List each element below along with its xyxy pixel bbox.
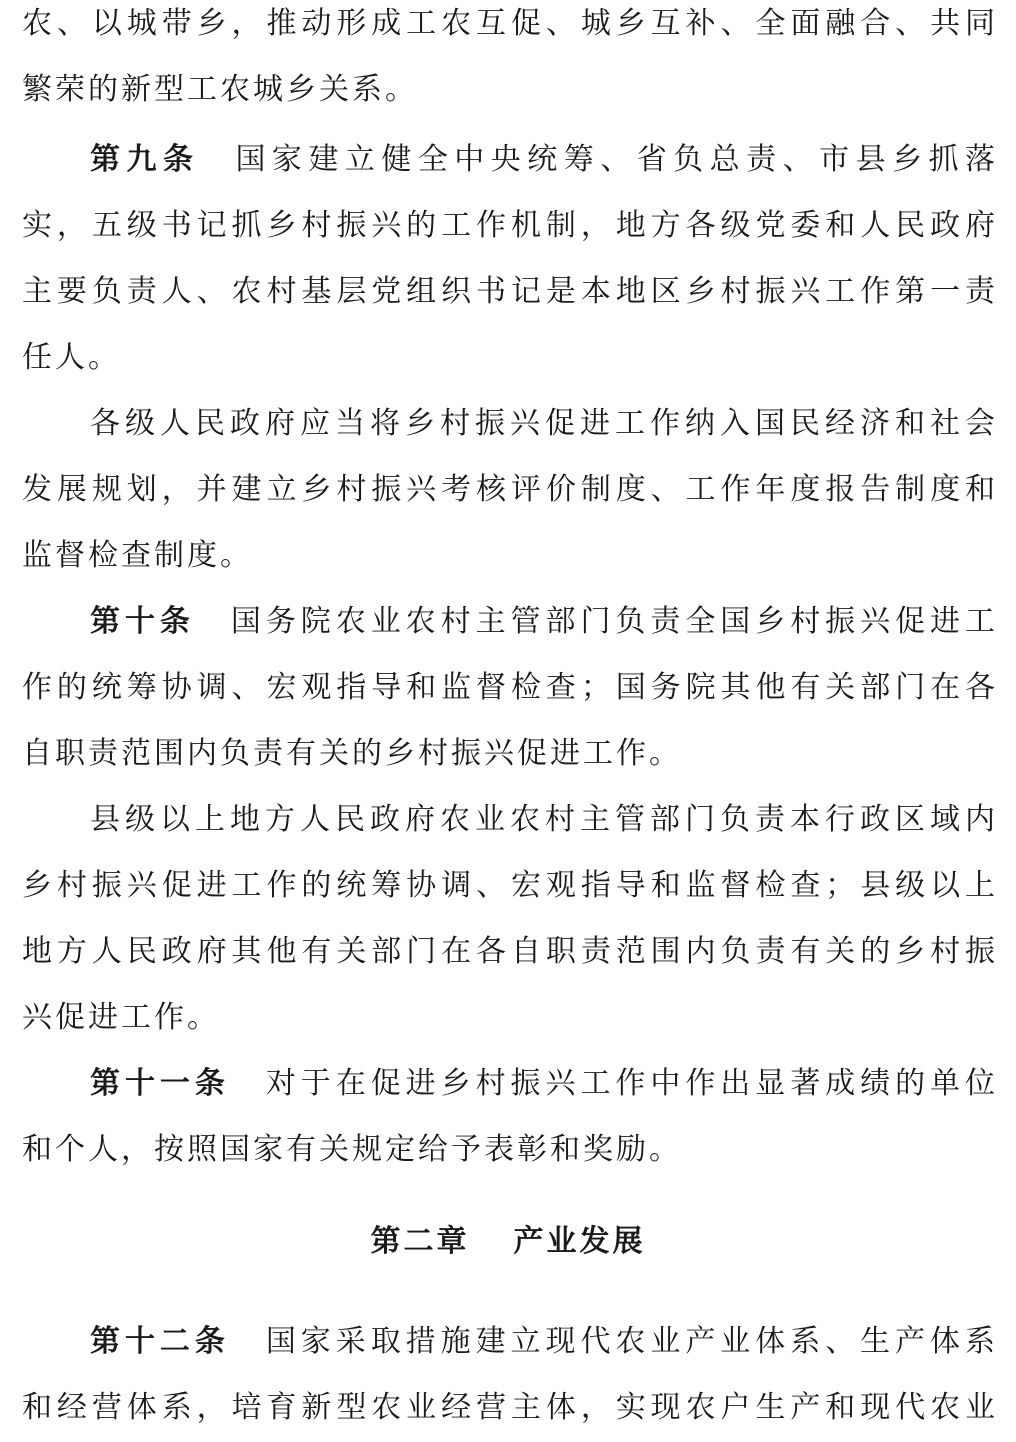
text-line: 作的统筹协调、宏观指导和监督检查；国务院其他有关部门在各	[22, 670, 998, 705]
article-9-text: 国家建立健全中央统筹、省负总责、市县乡抓落	[235, 142, 998, 177]
text-line: 任人。	[22, 340, 121, 375]
text-line: 主要负责人、农村基层党组织书记是本地区乡村振兴工作第一责	[22, 274, 998, 309]
text-line: 乡村振兴促进工作的统筹协调、宏观指导和监督检查；县级以上	[22, 868, 998, 903]
chapter-number: 第二章	[370, 1224, 470, 1259]
text-line: 实，五级书记抓乡村振兴的工作机制，地方各级党委和人民政府	[22, 208, 998, 243]
article-9-heading: 第九条	[90, 142, 200, 177]
text-line: 各级人民政府应当将乡村振兴促进工作纳入国民经济和社会	[90, 406, 998, 441]
article-10-line	[90, 602, 998, 642]
text-line: 和个人，按照国家有关规定给予表彰和奖励。	[22, 1132, 682, 1167]
text-line: 发展规划，并建立乡村振兴考核评价制度、工作年度报告制度和	[22, 472, 998, 507]
article-10-heading: 第十条	[90, 604, 195, 639]
article-10-text: 国务院农业农村主管部门负责全国乡村振兴促进工	[230, 604, 998, 639]
article-11-line	[90, 1064, 998, 1104]
text-line: 农、以城带乡，推动形成工农互促、城乡互补、全面融合、共同	[22, 6, 998, 41]
article-9-line	[90, 140, 998, 180]
article-12-line	[90, 1322, 998, 1362]
text-line: 繁荣的新型工农城乡关系。	[22, 72, 418, 107]
text-line: 县级以上地方人民政府农业农村主管部门负责本行政区域内	[90, 802, 998, 837]
article-12-text: 国家采取措施建立现代农业产业体系、生产体系	[265, 1324, 998, 1359]
article-12-heading: 第十二条	[90, 1324, 230, 1359]
text-line: 自职责范围内负责有关的乡村振兴促进工作。	[22, 736, 682, 771]
article-11-text: 对于在促进乡村振兴工作中作出显著成绩的单位	[265, 1066, 998, 1101]
chapter-title: 产业发展	[513, 1224, 646, 1259]
text-line: 兴促进工作。	[22, 1000, 220, 1035]
chapter-heading	[0, 1222, 1016, 1262]
text-line: 监督检查制度。	[22, 538, 253, 573]
text-line: 地方人民政府其他有关部门在各自职责范围内负责有关的乡村振	[22, 934, 998, 969]
article-11-heading: 第十一条	[90, 1066, 230, 1101]
text-line: 和经营体系，培育新型农业经营主体，实现农户生产和现代农业	[22, 1390, 998, 1425]
